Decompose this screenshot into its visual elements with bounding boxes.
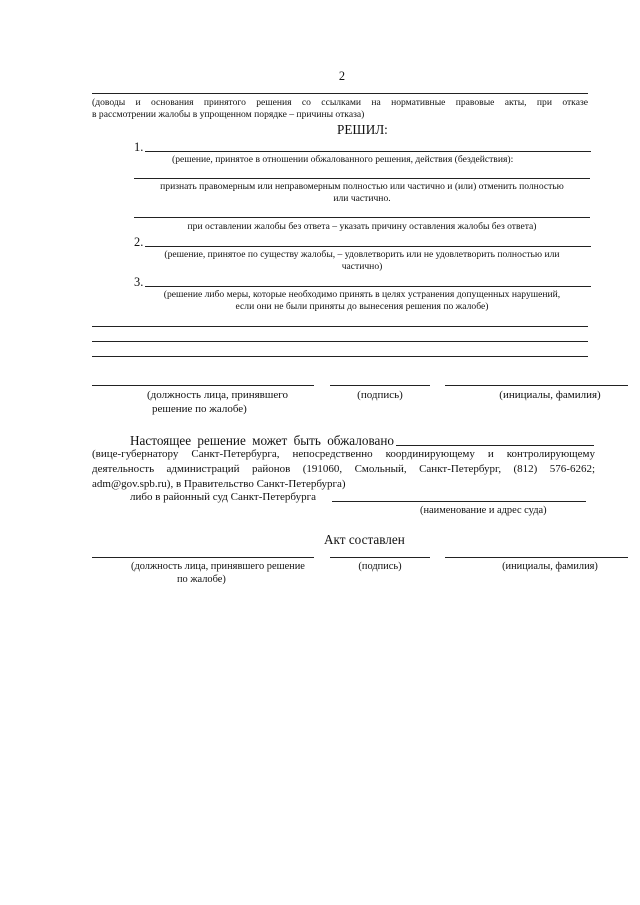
blank-line [92, 356, 588, 357]
signature2-position-caption-line-2: по жалобе) [177, 574, 226, 585]
signature2-name-caption: (инициалы, фамилия) [502, 561, 598, 572]
signature1-position-line [92, 385, 314, 386]
court-lead: либо в районный суд Санкт-Петербурга [130, 491, 316, 503]
signature1-position-caption-line-2: решение по жалобе) [152, 403, 247, 415]
arguments-caption-line-2: в рассмотрении жалобы в упрощенном порядке – причины отказа) [92, 109, 365, 120]
appeal-line-2: деятельность администраций районов (191060, Смольный, Санкт-Петербург, (812) 576-6262; [92, 463, 595, 475]
court-blank-line [332, 501, 586, 502]
signature1-position-caption-line-1: (должность лица, принявшего [147, 389, 288, 401]
item2-caption-line-2: частично) [341, 261, 383, 272]
court-caption: (наименование и адрес суда) [420, 505, 547, 516]
item2-blank-line [145, 246, 591, 247]
item1-caption-2-line-2: или частично. [333, 193, 391, 204]
signature2-position-caption-line-1: (должность лица, принявшего решение [131, 561, 305, 572]
item1-number: 1. [134, 140, 144, 154]
appeal-blank-line [396, 445, 594, 446]
signature1-signature-caption: (подпись) [357, 389, 403, 401]
decided-heading: РЕШИЛ: [337, 122, 388, 137]
signature2-signature-line [330, 557, 430, 558]
arguments-caption-line-1: (доводы и основания принятого решения со ссылками на нормативные правовые акты, при отказе [92, 97, 588, 108]
signature2-signature-caption: (подпись) [358, 561, 402, 572]
signature1-name-line [445, 385, 628, 386]
arguments-blank-line [92, 93, 588, 94]
blank-line [92, 326, 588, 327]
act-heading: Акт составлен [324, 532, 405, 547]
blank-line [92, 341, 588, 342]
item2-number: 2. [134, 235, 144, 249]
item1-caption-1: (решение, принятое в отношении обжалованного решения, действия (бездействия): [172, 154, 514, 165]
item1-blank-line [145, 151, 591, 152]
item1-blank-line-3 [134, 217, 590, 218]
item3-caption-line-2: если они не были приняты до вынесения решения по жалобе) [235, 301, 489, 312]
page-number: 2 [338, 69, 346, 83]
item3-blank-line [145, 286, 591, 287]
item1-caption-3: при оставлении жалобы без ответа – указать причину оставления жалобы без ответа) [187, 221, 537, 232]
item3-number: 3. [134, 275, 144, 289]
appeal-line-3: adm@gov.spb.ru), в Правительство Санкт-Петербурга) [92, 478, 346, 490]
appeal-line-1: (вице-губернатору Санкт-Петербурга, непосредственно координирующему и контролирующему [92, 448, 595, 460]
signature2-name-line [445, 557, 628, 558]
appeal-lead: Настоящее решение может быть обжаловано [130, 433, 394, 448]
item1-caption-2-line-1: признать правомерным или неправомерным полностью или частично и (или) отменить полностью [160, 181, 564, 192]
signature1-name-caption: (инициалы, фамилия) [499, 389, 601, 401]
item2-caption-line-1: (решение, принятое по существу жалобы, – удовлетворить или не удовлетворить полностью или [164, 249, 560, 260]
item3-caption-line-1: (решение либо меры, которые необходимо принять в целях устранения допущенных нарушений, [163, 289, 561, 300]
signature1-signature-line [330, 385, 430, 386]
item1-blank-line-2 [134, 178, 590, 179]
signature2-position-line [92, 557, 314, 558]
